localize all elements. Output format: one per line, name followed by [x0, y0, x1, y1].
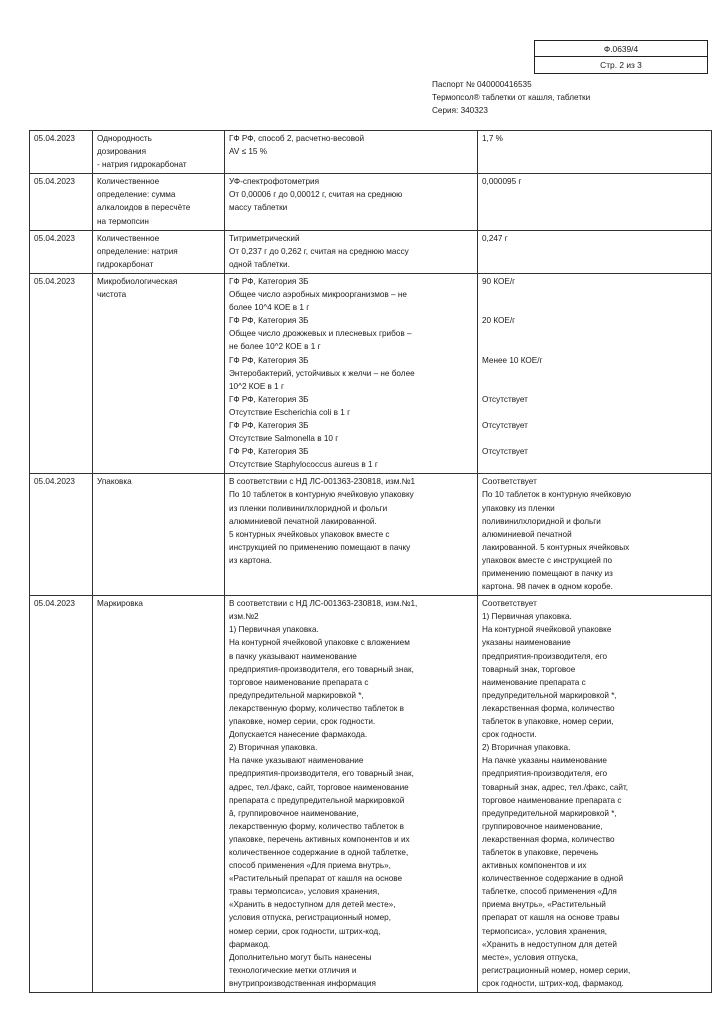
cell-line: Отсутствует	[482, 447, 528, 457]
cell-line: инструкцией по применению помещают в пачку	[229, 542, 411, 552]
form-code-box	[534, 40, 708, 74]
cell-line: Маркировка	[97, 599, 143, 609]
cell-line: ГФ РФ, Категория 3Б	[229, 420, 309, 430]
cell-line: номер серии, срок годности, штрих-код,	[229, 926, 381, 936]
table-row	[30, 131, 712, 174]
cell-line: Общее число аэробных микроорганизмов – не	[229, 290, 407, 300]
cell-line: приема внутрь», «Растительный	[482, 900, 606, 910]
cell-line: срок годности, штрих-код, фармакод.	[482, 978, 624, 988]
cell-line: предприятия-производителя, его товарный знак,	[229, 664, 414, 674]
cell-line: «Хранить в недоступном для детей	[482, 939, 617, 949]
cell-line: лекарственную форму, количество таблеток в	[229, 821, 404, 831]
cell-line: предупредительной маркировкой *,	[229, 690, 364, 700]
cell-line: 1,7 %	[482, 134, 503, 143]
series-number: Серия: 340323	[432, 106, 488, 116]
cell-line: Отсутствует	[482, 420, 528, 430]
method-cell	[225, 273, 478, 473]
cell-line: Допускается нанесение фармакода.	[229, 730, 368, 740]
cell-line: технологические метки отличия и	[229, 965, 357, 975]
cell-line: торговое наименование препарата с	[482, 795, 622, 805]
cell-line: дозирования	[97, 147, 147, 157]
cell-line: из картона.	[229, 555, 272, 565]
result-cell	[478, 131, 712, 174]
cell-line: лакированной. 5 контурных ячейковых	[482, 542, 630, 552]
cell-line: условия отпуска, регистрационный номер,	[229, 913, 391, 923]
cell-line: поливинилхлоридной и фольги	[482, 516, 601, 526]
cell-line: Упаковка	[97, 477, 132, 487]
test-name-cell	[93, 131, 225, 174]
cell-line: в пачку указывают наименование	[229, 651, 357, 661]
cell-line: упаковку из пленки	[482, 503, 555, 513]
cell-line: адрес, тел./факс, сайт, торговое наименование	[229, 782, 409, 792]
cell-line: Менее 10 КОЕ/г	[482, 355, 543, 365]
cell-line: Количественное	[97, 233, 160, 243]
cell-line: таблеток в упаковке, номер серии,	[482, 717, 614, 727]
cell-line: гидрокарбонат	[97, 259, 154, 269]
cell-line: «Растительный препарат от кашля на основе	[229, 874, 403, 884]
cell-line: Отсутствие Staphylococcus aureus в 1 г	[229, 460, 378, 470]
cell-line: 1) Первичная упаковка.	[482, 612, 572, 622]
cell-line: применению помещают в пачку из	[482, 569, 613, 578]
cell-line: срок годности.	[482, 730, 537, 740]
cell-line	[482, 327, 707, 340]
cell-line: алюминиевой печатной лакированной.	[229, 516, 377, 526]
cell-line: - натрия гидрокарбонат	[97, 160, 187, 170]
cell-line: 20 КОЕ/г	[482, 316, 516, 326]
cell-line: из пленки поливинилхлоридной и фольги	[229, 503, 388, 513]
method-cell	[225, 596, 478, 993]
cell-line: предприятия-производителя, его	[482, 769, 608, 779]
cell-line: УФ-спектрофотометрия	[229, 177, 320, 187]
method-cell	[225, 174, 478, 230]
cell-line: Микробиологическая	[97, 276, 178, 286]
result-cell	[478, 273, 712, 473]
cell-line: Количественное	[97, 177, 160, 187]
cell-line: предупредительной маркировкой *,	[482, 690, 617, 700]
cell-line: AV ≤ 15 %	[229, 147, 268, 157]
cell-line: указаны наименование	[482, 638, 571, 648]
cell-line: 10^2 КОЕ в 1 г	[229, 381, 284, 391]
cell-line: Энтеробактерий, устойчивых к желчи – не более	[229, 368, 415, 378]
page-number: Стр. 2 из 3	[600, 60, 642, 70]
table-row	[30, 174, 712, 230]
cell-line: алюминиевой печатной	[482, 529, 572, 539]
cell-line: массу таблетки	[229, 203, 288, 213]
cell-line: предупредительной маркировкой *,	[482, 808, 617, 818]
test-name-cell	[93, 174, 225, 230]
cell-line: На контурной ячейковой упаковке	[482, 625, 612, 635]
date-cell: 05.04.2023	[30, 131, 93, 174]
cell-line: По 10 таблеток в контурную ячейковую упаковку	[229, 490, 414, 500]
cell-line: таблеток в упаковке, перечень	[482, 847, 599, 857]
cell-line: Титриметрический	[229, 233, 300, 243]
cell-line: В соответствии с НД ЛС-001363-230818, изм.№1,	[229, 599, 418, 609]
cell-line: «Хранить в недоступном для детей месте»,	[229, 900, 396, 910]
date-cell: 05.04.2023	[30, 230, 93, 273]
cell-line: ГФ РФ, Категория 3Б	[229, 355, 309, 365]
date-cell: 05.04.2023	[30, 474, 93, 596]
table-row	[30, 596, 712, 993]
cell-line: чистота	[97, 290, 127, 300]
cell-line	[482, 288, 707, 301]
cell-line: На пачке указывают наименование	[229, 756, 364, 766]
cell-line: На контурной ячейковой упаковке с вложением	[229, 638, 410, 648]
cell-line: на термопсин	[97, 216, 149, 226]
cell-line: количественное содержание в одной таблетке,	[229, 847, 409, 857]
cell-line	[482, 367, 707, 380]
method-cell	[225, 131, 478, 174]
cell-line: одной таблетки.	[229, 259, 290, 269]
cell-line: термопсиса», условия хранения,	[482, 926, 608, 936]
passport-header	[432, 78, 712, 117]
cell-line: Общее число дрожжевых и плесневых грибов –	[229, 329, 412, 339]
test-name-cell	[93, 273, 225, 473]
method-cell	[225, 474, 478, 596]
cell-line: определение: сумма	[97, 190, 176, 200]
cell-line: предприятия-производителя, его товарный знак,	[229, 769, 414, 779]
cell-line: изм.№2	[229, 612, 259, 622]
cell-line: наименование препарата с	[482, 677, 586, 687]
table-row	[30, 474, 712, 596]
cell-line: 5 контурных ячейковых упаковок вместе с	[229, 529, 390, 539]
cell-line: способ применения «Для приема внутрь»,	[229, 861, 391, 871]
form-code: Ф.0639/4	[535, 41, 707, 57]
cell-line: От 0,00006 г до 0,00012 г, считая на среднюю	[229, 190, 403, 200]
cell-line: ГФ РФ, способ 2, расчетно-весовой	[229, 134, 365, 143]
result-cell	[478, 596, 712, 993]
passport-number: Паспорт № 040000416535	[432, 80, 532, 89]
cell-line: ГФ РФ, Категория 3Б	[229, 316, 309, 326]
cell-line: препарата с предупредительной маркировкой	[229, 795, 405, 805]
cell-line: таблетке, способ применения «Для	[482, 887, 617, 897]
cell-line: На пачке указаны наименование	[482, 756, 607, 766]
cell-line: Однородность	[97, 134, 152, 143]
date-cell: 05.04.2023	[30, 273, 93, 473]
cell-line: месте», условия отпуска,	[482, 952, 578, 962]
cell-line: ГФ РФ, Категория 3Б	[229, 276, 309, 286]
cell-line: ГФ РФ, Категория 3Б	[229, 447, 309, 457]
cell-line	[482, 406, 707, 419]
cell-line: 2) Вторичная упаковка.	[482, 743, 571, 753]
cell-line	[482, 432, 707, 445]
cell-line: активных компонентов и их	[482, 861, 587, 871]
cell-line: группировочное наименование,	[482, 821, 603, 831]
cell-line: упаковок вместе с инструкцией по	[482, 555, 613, 565]
cell-line: В соответствии с НД ЛС-001363-230818, изм.№1	[229, 477, 416, 487]
cell-line	[482, 340, 707, 353]
cell-line: Соответствует	[482, 599, 537, 609]
date-cell: 05.04.2023	[30, 174, 93, 230]
result-cell	[478, 230, 712, 273]
cell-line: Отсутствие Salmonella в 10 г	[229, 434, 339, 444]
cell-line: количественное содержание в одной	[482, 874, 624, 884]
cell-line: упаковке, номер серии, срок годности.	[229, 717, 376, 727]
cell-line: 0,000095 г	[482, 177, 522, 187]
cell-line: торговое наименование препарата с	[229, 677, 369, 687]
cell-line: Соответствует	[482, 477, 537, 487]
test-name-cell	[93, 474, 225, 596]
cell-line: â, группировочное наименование,	[229, 808, 359, 818]
cell-line: определение: натрия	[97, 246, 178, 256]
cell-line: 90 КОЕ/г	[482, 276, 516, 286]
cell-line: фармакод.	[229, 939, 271, 949]
cell-line: 1) Первичная упаковка.	[229, 625, 319, 635]
product-name: Термопсол® таблетки от кашля, таблетки	[432, 93, 591, 103]
cell-line: лекарственную форму, количество таблеток в	[229, 703, 404, 713]
result-cell	[478, 474, 712, 596]
table-row	[30, 273, 712, 473]
table-row	[30, 230, 712, 273]
cell-line: регистрационный номер, номер серии,	[482, 965, 631, 975]
cell-line: препарат от кашля на основе травы	[482, 913, 620, 923]
cell-line: картона. 98 пачек в одном коробе.	[482, 582, 613, 592]
cell-line: внутрипроизводственная информация	[229, 978, 376, 988]
method-cell	[225, 230, 478, 273]
cell-line: Отсутствие Escherichia coli в 1 г	[229, 407, 351, 417]
cell-line: От 0,237 г до 0,262 г, считая на среднюю массу	[229, 246, 409, 256]
cell-line: По 10 таблеток в контурную ячейковую	[482, 490, 632, 500]
cell-line: товарный знак, адрес, тел./факс, сайт,	[482, 782, 629, 792]
cell-line	[482, 380, 707, 393]
cell-line: 0,247 г	[482, 233, 508, 243]
cell-line: травы термопсиса», условия хранения,	[229, 887, 380, 897]
cell-line: 2) Вторичная упаковка.	[229, 743, 318, 753]
cell-line	[482, 301, 707, 314]
cell-line: товарный знак, торговое	[482, 664, 576, 674]
cell-line: не более 10^2 КОЕ в 1 г	[229, 342, 321, 352]
test-name-cell	[93, 596, 225, 993]
cell-line: ГФ РФ, Категория 3Б	[229, 394, 309, 404]
cell-line: предприятия-производителя, его	[482, 651, 608, 661]
cell-line: алкалоидов в пересчёте	[97, 203, 191, 213]
cell-line: лекарственная форма, количество	[482, 703, 615, 713]
date-cell: 05.04.2023	[30, 596, 93, 993]
cell-line: Дополнительно могут быть нанесены	[229, 952, 372, 962]
cell-line: лекарственная форма, количество	[482, 834, 615, 844]
cell-line: упаковке, перечень активных компонентов и их	[229, 834, 410, 844]
result-cell	[478, 174, 712, 230]
test-name-cell	[93, 230, 225, 273]
cell-line: Отсутствует	[482, 394, 528, 404]
cell-line: более 10^4 КОЕ в 1 г	[229, 303, 310, 313]
test-results-table	[29, 130, 712, 993]
